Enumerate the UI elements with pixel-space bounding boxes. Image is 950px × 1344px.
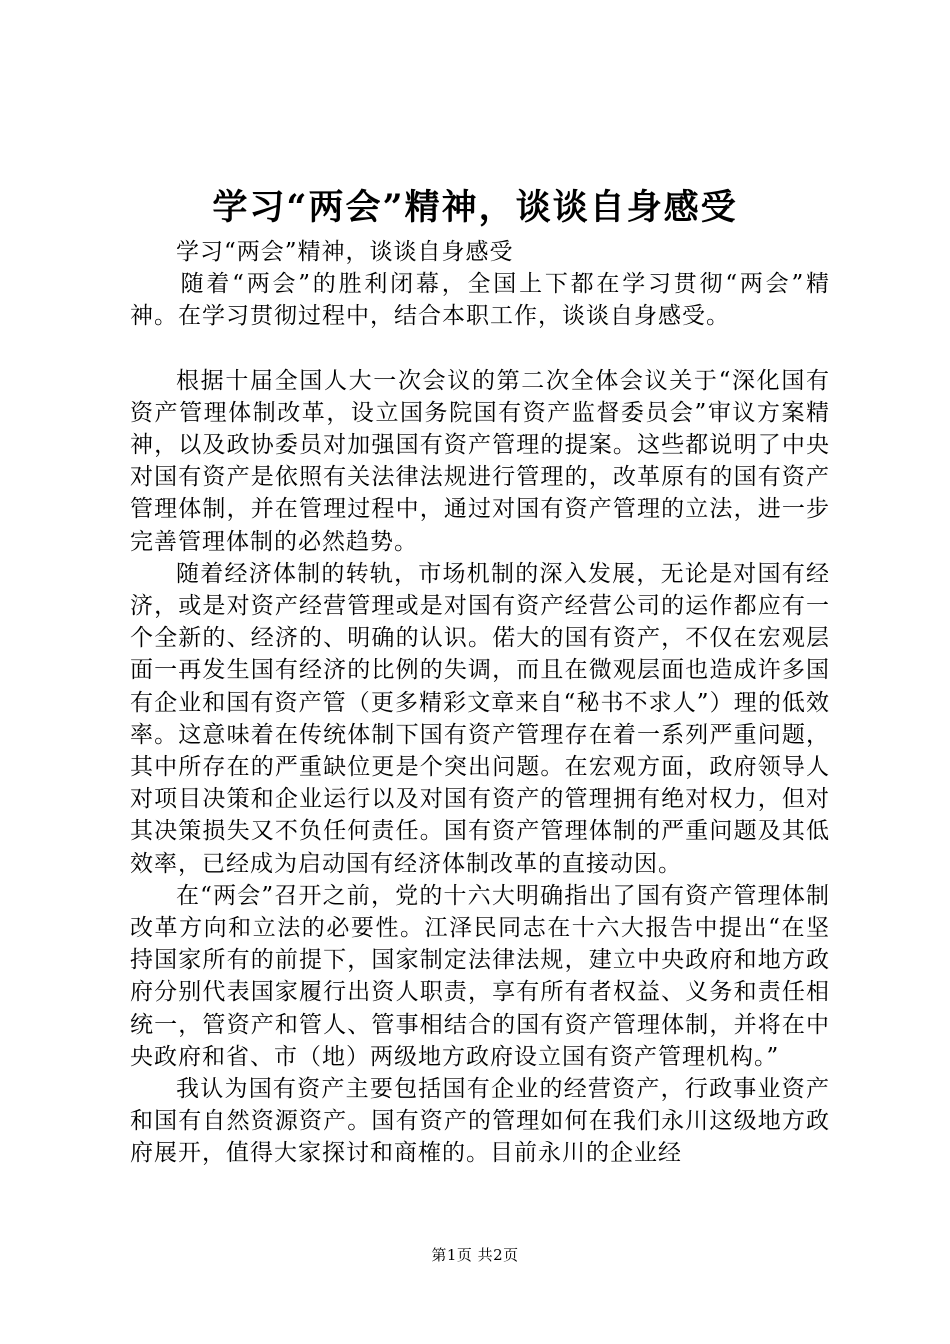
paragraph-gap	[130, 333, 830, 365]
paragraph: 我认为国有资产主要包括国有企业的经营资产，行政事业资产和国有自然资源资产。国有资产的管理如何在我们永川这级地方政府展开，值得大家探讨和商榷的。目前永川的企业经	[130, 1076, 830, 1167]
document-body	[130, 236, 830, 1170]
paragraph: 随着经济体制的转轨，市场机制的深入发展，无论是对国有经济，或是对资产经营管理或是对国有资产经营公司的运作都应有一个全新的、经济的、明确的认识。偌大的国有资产，不仅在宏观层面一再发生国有经济的比例的失调，而且在微观层面也造成许多国有企业和国有资产管（更多精彩文章来自“秘书不求人”）理的低效率。这意味着在传统体制下国有资产管理存在着一系列严重问题，其中所存在的严重缺位更是个突出问题。在宏观方面，政府领导人对项目决策和企业运行以及对国有资产的管理拥有绝对权力，但对其决策损失又不负任何责任。国有资产管理体制的严重问题及其低效率，已经成为启动国有经济体制改革的直接动因。	[130, 560, 830, 877]
page-number-footer: 第1页 共2页	[431, 1246, 519, 1264]
paragraph: 在“两会”召开之前，党的十六大明确指出了国有资产管理体制改革方向和立法的必要性。江泽民同志在十六大报告中提出“在坚持国家所有的前提下，国家制定法律法规，建立中央政府和地方政府分别代表国家履行出资人职责，享有所有者权益、义务和责任相统一，管资产和管人、管事相结合的国有资产管理体制，并将在中央政府和省、市（地）两级地方政府设立国有资产管理机构。”	[130, 882, 830, 1070]
paragraph: 随着“两会”的胜利闭幕，全国上下都在学习贯彻“两会”精神。在学习贯彻过程中，结合本职工作，谈谈自身感受。	[130, 271, 830, 330]
paragraph: 根据十届全国人大一次会议的第二次全体会议关于“深化国有资产管理体制改革，设立国务院国有资产监督委员会”审议方案精神，以及政协委员对加强国有资产管理的提案。这些都说明了中央对国有资产是依照有关法律法规进行管理的，改革原有的国有资产管理体制，并在管理过程中，通过对国有资产管理的立法，进一步完善管理体制的必然趋势。	[130, 367, 830, 555]
document-subtitle: 学习“两会”精神，谈谈自身感受	[176, 239, 514, 265]
document-title: 学习“两会”精神，谈谈自身感受	[212, 187, 738, 228]
